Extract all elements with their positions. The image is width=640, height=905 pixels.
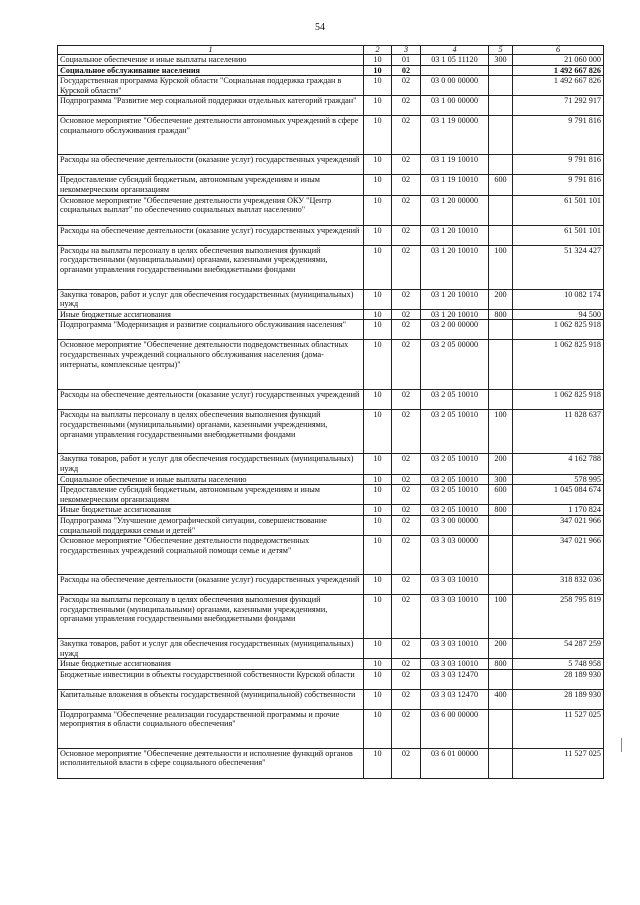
cell-expense-type (489, 225, 513, 245)
cell-name: Расходы на выплаты персоналу в целях обеспечения выполнения функций государственными (муниципальными) органами, казенными учреждениями, органами управления государственными внебюджетными фондами (58, 245, 364, 289)
cell-name: Расходы на обеспечение деятельности (оказание услуг) государственных учреждений (58, 390, 364, 410)
cell-subsection: 02 (392, 289, 421, 309)
cell-subsection: 02 (392, 659, 421, 670)
cell-name: Иные бюджетные ассигнования (58, 505, 364, 516)
margin-mark (621, 738, 622, 752)
cell-subsection: 02 (392, 155, 421, 175)
cell-expense-type (489, 536, 513, 575)
cell-target-code: 03 2 00 00000 (421, 320, 489, 340)
cell-name: Основное мероприятие "Обеспечение деятельности подведомственных государственных учреждений социальной помощи семье и детям" (58, 536, 364, 575)
cell-name: Социальное обслуживание населения (58, 65, 364, 76)
cell-amount: 11 527 025 (513, 709, 604, 748)
cell-amount: 347 021 966 (513, 536, 604, 575)
cell-subsection: 02 (392, 515, 421, 535)
table-row (58, 659, 604, 670)
cell-subsection: 02 (392, 175, 421, 195)
table-row (58, 116, 604, 155)
cell-name: Подпрограмма "Улучшение демографической ситуации, совершенствование социальной поддержки семьи и детей" (58, 515, 364, 535)
table-row (58, 575, 604, 595)
cell-section: 10 (364, 320, 392, 340)
table-row (58, 390, 604, 410)
cell-section: 10 (364, 659, 392, 670)
cell-subsection: 02 (392, 485, 421, 505)
cell-expense-type (489, 155, 513, 175)
cell-target-code: 03 3 03 00000 (421, 536, 489, 575)
cell-subsection: 02 (392, 536, 421, 575)
cell-target-code: 03 1 20 10010 (421, 225, 489, 245)
cell-target-code (421, 65, 489, 76)
cell-section: 10 (364, 474, 392, 485)
cell-subsection: 01 (392, 55, 421, 66)
cell-name: Основное мероприятие "Обеспечение деятельности и исполнение функций органов исполнительной власти в сфере социального обеспечения" (58, 748, 364, 778)
cell-name: Закупка товаров, работ и услуг для обеспечения государственных (муниципальных) нужд (58, 289, 364, 309)
cell-subsection: 02 (392, 65, 421, 76)
cell-name: Капитальные вложения в объекты государственной (муниципальной) собственности (58, 689, 364, 709)
cell-amount: 9 791 816 (513, 175, 604, 195)
column-header: 2 (364, 46, 392, 55)
cell-amount: 61 501 101 (513, 195, 604, 225)
cell-amount: 258 795 819 (513, 595, 604, 639)
cell-target-code: 03 1 20 10010 (421, 309, 489, 320)
cell-expense-type: 800 (489, 309, 513, 320)
table-row (58, 474, 604, 485)
cell-target-code: 03 2 05 10010 (421, 410, 489, 454)
cell-subsection: 02 (392, 340, 421, 390)
cell-name: Закупка товаров, работ и услуг для обеспечения государственных (муниципальных) нужд (58, 639, 364, 659)
cell-expense-type: 800 (489, 505, 513, 516)
cell-expense-type: 200 (489, 639, 513, 659)
cell-name: Расходы на обеспечение деятельности (оказание услуг) государственных учреждений (58, 225, 364, 245)
cell-amount: 11 527 025 (513, 748, 604, 778)
cell-expense-type: 200 (489, 289, 513, 309)
cell-section: 10 (364, 669, 392, 689)
cell-subsection: 02 (392, 245, 421, 289)
column-header: 5 (489, 46, 513, 55)
cell-expense-type (489, 195, 513, 225)
cell-subsection: 02 (392, 225, 421, 245)
cell-target-code: 03 2 05 10010 (421, 474, 489, 485)
cell-name: Иные бюджетные ассигнования (58, 309, 364, 320)
cell-amount: 28 189 930 (513, 669, 604, 689)
cell-expense-type (489, 515, 513, 535)
cell-target-code: 03 2 05 10010 (421, 485, 489, 505)
column-header: 6 (513, 46, 604, 55)
cell-name: Предоставление субсидий бюджетным, автономным учреждениям и иным некоммерческим организациям (58, 485, 364, 505)
cell-subsection: 02 (392, 390, 421, 410)
table-row (58, 225, 604, 245)
cell-target-code: 03 6 00 00000 (421, 709, 489, 748)
table-row (58, 669, 604, 689)
cell-expense-type: 200 (489, 454, 513, 474)
table-row (58, 485, 604, 505)
cell-expense-type: 100 (489, 595, 513, 639)
cell-subsection: 02 (392, 320, 421, 340)
cell-name: Социальное обеспечение и иные выплаты населению (58, 474, 364, 485)
cell-amount: 1 062 825 918 (513, 320, 604, 340)
cell-expense-type: 600 (489, 175, 513, 195)
cell-expense-type (489, 748, 513, 778)
table-row (58, 245, 604, 289)
budget-table (57, 45, 604, 779)
table-row (58, 309, 604, 320)
cell-amount: 51 324 427 (513, 245, 604, 289)
cell-section: 10 (364, 454, 392, 474)
table-row (58, 195, 604, 225)
cell-target-code: 03 3 00 00000 (421, 515, 489, 535)
cell-expense-type: 100 (489, 410, 513, 454)
cell-target-code: 03 3 03 10010 (421, 595, 489, 639)
cell-amount: 1 492 667 826 (513, 76, 604, 96)
table-row (58, 320, 604, 340)
cell-target-code: 03 3 03 10010 (421, 575, 489, 595)
table-row (58, 689, 604, 709)
table-row (58, 76, 604, 96)
table-row (58, 155, 604, 175)
cell-amount: 1 170 824 (513, 505, 604, 516)
cell-name: Основное мероприятие "Обеспечение деятельности подведомственных областных государственных учреждений социального обслуживания населения (дома-интернаты, комплексные центры)" (58, 340, 364, 390)
cell-target-code: 03 1 19 10010 (421, 175, 489, 195)
cell-expense-type (489, 65, 513, 76)
cell-amount: 9 791 816 (513, 155, 604, 175)
cell-section: 10 (364, 245, 392, 289)
cell-subsection: 02 (392, 595, 421, 639)
cell-section: 10 (364, 96, 392, 116)
cell-expense-type: 400 (489, 689, 513, 709)
cell-name: Предоставление субсидий бюджетным, автономным учреждениям и иным некоммерческим организациям (58, 175, 364, 195)
cell-amount: 21 060 000 (513, 55, 604, 66)
cell-section: 10 (364, 485, 392, 505)
cell-subsection: 02 (392, 76, 421, 96)
cell-section: 10 (364, 309, 392, 320)
cell-name: Иные бюджетные ассигнования (58, 659, 364, 670)
cell-amount: 10 082 174 (513, 289, 604, 309)
cell-name: Подпрограмма "Развитие мер социальной поддержки отдельных категорий граждан" (58, 96, 364, 116)
table-row (58, 175, 604, 195)
cell-target-code: 03 2 05 00000 (421, 340, 489, 390)
cell-target-code: 03 3 03 12470 (421, 669, 489, 689)
cell-subsection: 02 (392, 309, 421, 320)
cell-subsection: 02 (392, 96, 421, 116)
cell-section: 10 (364, 289, 392, 309)
cell-section: 10 (364, 595, 392, 639)
cell-amount: 61 501 101 (513, 225, 604, 245)
cell-subsection: 02 (392, 410, 421, 454)
cell-section: 10 (364, 340, 392, 390)
cell-target-code: 03 0 00 00000 (421, 76, 489, 96)
cell-amount: 1 492 667 826 (513, 65, 604, 76)
cell-target-code: 03 3 03 10010 (421, 659, 489, 670)
cell-target-code: 03 6 01 00000 (421, 748, 489, 778)
table-row (58, 515, 604, 535)
cell-name: Подпрограмма "Обеспечение реализации государственной программы и прочие мероприятия в области социального обеспечения" (58, 709, 364, 748)
table-row (58, 748, 604, 778)
cell-amount: 71 292 917 (513, 96, 604, 116)
cell-section: 10 (364, 410, 392, 454)
cell-subsection: 02 (392, 575, 421, 595)
cell-name: Подпрограмма "Модернизация и развитие социального обслуживания населения" (58, 320, 364, 340)
cell-name: Социальное обеспечение и иные выплаты населению (58, 55, 364, 66)
cell-expense-type (489, 96, 513, 116)
cell-section: 10 (364, 116, 392, 155)
cell-expense-type (489, 320, 513, 340)
cell-section: 10 (364, 575, 392, 595)
cell-expense-type (489, 116, 513, 155)
cell-target-code: 03 1 19 00000 (421, 116, 489, 155)
cell-section: 10 (364, 155, 392, 175)
cell-name: Основное мероприятие "Обеспечение деятельности автономных учреждений в сфере социального обслуживания граждан" (58, 116, 364, 155)
cell-target-code: 03 1 19 10010 (421, 155, 489, 175)
cell-name: Расходы на выплаты персоналу в целях обеспечения выполнения функций государственными (муниципальными) органами, казенными учреждениями, органами управления государственными внебюджетными фондами (58, 595, 364, 639)
cell-subsection: 02 (392, 116, 421, 155)
cell-section: 10 (364, 689, 392, 709)
cell-section: 10 (364, 748, 392, 778)
cell-amount: 28 189 930 (513, 689, 604, 709)
cell-section: 10 (364, 55, 392, 66)
cell-name: Бюджетные инвестиции в объекты государственной собственности Курской области (58, 669, 364, 689)
table-row (58, 65, 604, 76)
cell-expense-type (489, 76, 513, 96)
table-header-row (58, 46, 604, 55)
cell-target-code: 03 1 20 10010 (421, 289, 489, 309)
cell-name: Закупка товаров, работ и услуг для обеспечения государственных (муниципальных) нужд (58, 454, 364, 474)
column-header: 3 (392, 46, 421, 55)
cell-target-code: 03 3 03 12470 (421, 689, 489, 709)
cell-expense-type (489, 669, 513, 689)
cell-target-code: 03 3 03 10010 (421, 639, 489, 659)
cell-expense-type (489, 390, 513, 410)
cell-section: 10 (364, 515, 392, 535)
cell-amount: 54 287 259 (513, 639, 604, 659)
column-header: 1 (58, 46, 364, 55)
cell-section: 10 (364, 175, 392, 195)
table-row (58, 595, 604, 639)
table-row (58, 340, 604, 390)
cell-amount: 1 062 825 918 (513, 340, 604, 390)
cell-name: Расходы на обеспечение деятельности (оказание услуг) государственных учреждений (58, 575, 364, 595)
cell-amount: 578 995 (513, 474, 604, 485)
cell-target-code: 03 2 05 10010 (421, 390, 489, 410)
cell-amount: 5 748 958 (513, 659, 604, 670)
cell-section: 10 (364, 536, 392, 575)
cell-section: 10 (364, 390, 392, 410)
cell-section: 10 (364, 709, 392, 748)
cell-subsection: 02 (392, 505, 421, 516)
cell-subsection: 02 (392, 474, 421, 485)
cell-expense-type (489, 709, 513, 748)
cell-section: 10 (364, 505, 392, 516)
cell-subsection: 02 (392, 454, 421, 474)
cell-amount: 347 021 966 (513, 515, 604, 535)
cell-expense-type: 300 (489, 474, 513, 485)
cell-subsection: 02 (392, 669, 421, 689)
table-row (58, 709, 604, 748)
cell-section: 10 (364, 65, 392, 76)
table-row (58, 55, 604, 66)
cell-amount: 9 791 816 (513, 116, 604, 155)
cell-subsection: 02 (392, 689, 421, 709)
cell-expense-type (489, 575, 513, 595)
cell-section: 10 (364, 225, 392, 245)
cell-amount: 1 062 825 918 (513, 390, 604, 410)
cell-name: Расходы на обеспечение деятельности (оказание услуг) государственных учреждений (58, 155, 364, 175)
cell-expense-type (489, 340, 513, 390)
column-header: 4 (421, 46, 489, 55)
cell-subsection: 02 (392, 748, 421, 778)
table-row (58, 96, 604, 116)
cell-target-code: 03 1 05 11120 (421, 55, 489, 66)
cell-amount: 318 832 036 (513, 575, 604, 595)
table-row (58, 289, 604, 309)
cell-amount: 4 162 788 (513, 454, 604, 474)
cell-amount: 1 045 084 674 (513, 485, 604, 505)
cell-amount: 94 500 (513, 309, 604, 320)
cell-target-code: 03 1 20 00000 (421, 195, 489, 225)
cell-section: 10 (364, 76, 392, 96)
budget-table-body (58, 55, 604, 779)
cell-name: Основное мероприятие "Обеспечение деятельности учреждения ОКУ "Центр социальных выплат" по обеспечению социальных выплат населению" (58, 195, 364, 225)
table-row (58, 454, 604, 474)
cell-target-code: 03 2 05 10010 (421, 505, 489, 516)
cell-expense-type: 800 (489, 659, 513, 670)
cell-subsection: 02 (392, 195, 421, 225)
cell-section: 10 (364, 195, 392, 225)
cell-target-code: 03 1 20 10010 (421, 245, 489, 289)
cell-target-code: 03 2 05 10010 (421, 454, 489, 474)
cell-target-code: 03 1 00 00000 (421, 96, 489, 116)
table-row (58, 639, 604, 659)
table-row (58, 410, 604, 454)
page-number: 54 (315, 22, 325, 33)
cell-section: 10 (364, 639, 392, 659)
cell-expense-type: 300 (489, 55, 513, 66)
cell-name: Расходы на выплаты персоналу в целях обеспечения выполнения функций государственными (муниципальными) органами, казенными учреждениями, органами управления государственными внебюджетными фондами (58, 410, 364, 454)
table-row (58, 536, 604, 575)
cell-expense-type: 100 (489, 245, 513, 289)
cell-subsection: 02 (392, 709, 421, 748)
cell-subsection: 02 (392, 639, 421, 659)
cell-expense-type: 600 (489, 485, 513, 505)
table-row (58, 505, 604, 516)
cell-amount: 11 828 637 (513, 410, 604, 454)
cell-name: Государственная программа Курской области "Социальная поддержка граждан в Курской области" (58, 76, 364, 96)
